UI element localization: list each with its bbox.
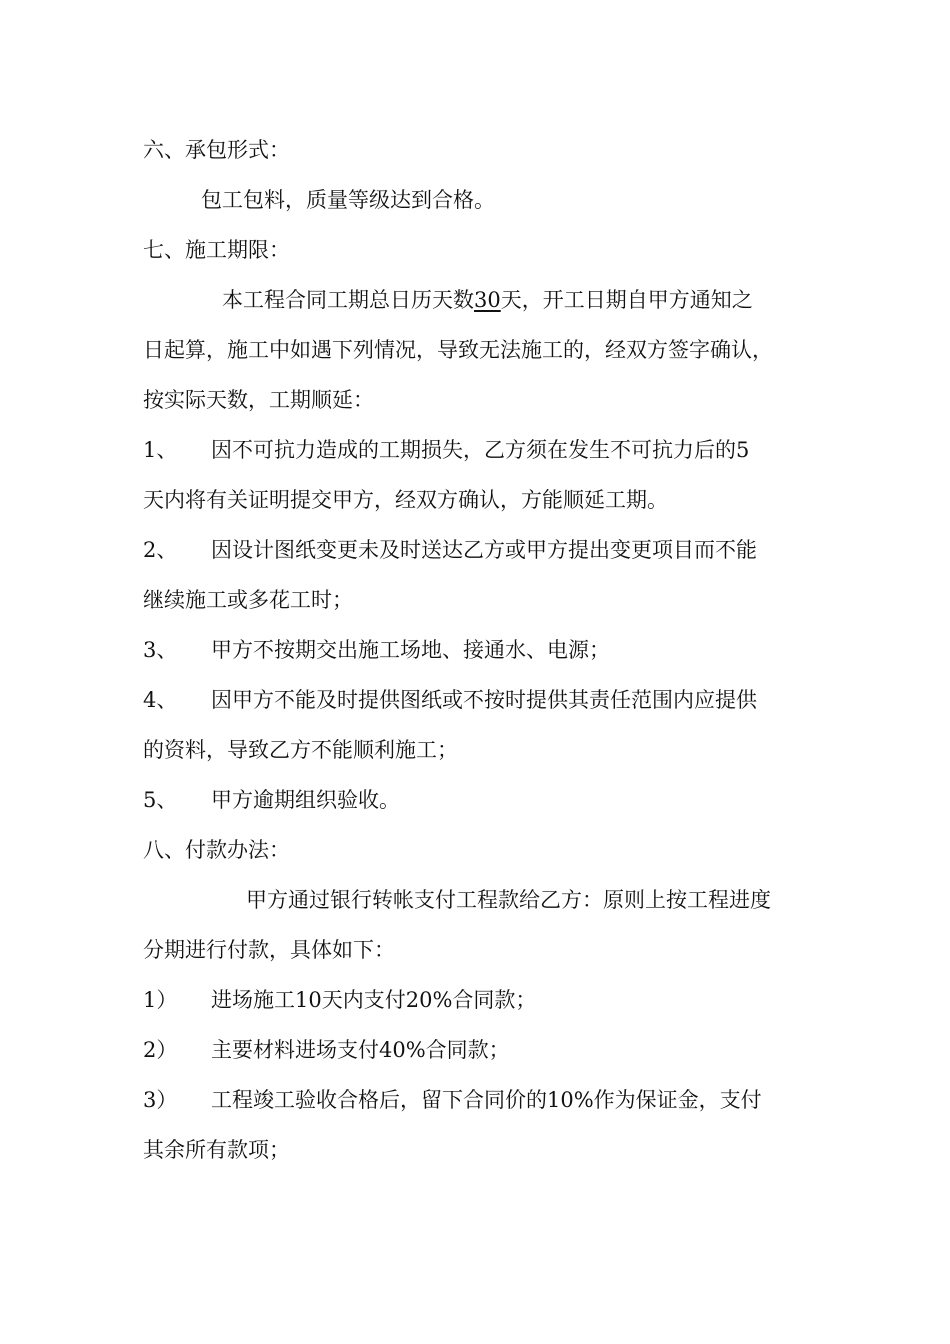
list-item-continuation: 天内将有关证明提交甲方，经双方确认，方能顺延工期。 xyxy=(143,488,668,512)
list-item-text: 因设计图纸变更未及时送达乙方或甲方提出变更项目而不能 xyxy=(211,538,757,562)
section-8-intro-line2: 分期进行付款，具体如下： xyxy=(143,938,395,962)
list-item-text: 因甲方不能及时提供图纸或不按时提供其责任范围内应提供 xyxy=(211,688,757,712)
section-7-heading: 七、施工期限： xyxy=(143,238,290,262)
list-item xyxy=(143,535,843,565)
list-item-number: 2、 xyxy=(143,538,178,562)
list-item xyxy=(143,985,843,1015)
list-item-text: 甲方不按期交出施工场地、接通水、电源； xyxy=(211,638,610,662)
list-item xyxy=(143,1035,843,1065)
section-7-intro-line1 xyxy=(222,285,753,315)
intro-text-before: 本工程合同工期总日历天数 xyxy=(222,288,474,312)
list-item-number: 1） xyxy=(143,988,178,1012)
section-6-body: 包工包料，质量等级达到合格。 xyxy=(201,188,495,212)
list-item-text: 甲方逾期组织验收。 xyxy=(211,788,400,812)
list-item-text: 进场施工10天内支付20%合同款； xyxy=(211,988,537,1012)
list-item xyxy=(143,1085,843,1115)
list-item-continuation: 的资料，导致乙方不能顺利施工； xyxy=(143,738,458,762)
section-7-intro-line2: 日起算，施工中如遇下列情况，导致无法施工的，经双方签字确认， xyxy=(143,338,773,362)
contract-days-value: 30 xyxy=(474,288,501,312)
list-item-number: 3） xyxy=(143,1088,178,1112)
list-item xyxy=(143,635,843,665)
section-6-heading: 六、承包形式： xyxy=(143,138,290,162)
list-item-number: 1、 xyxy=(143,438,178,462)
list-item-text: 工程竣工验收合格后，留下合同价的10%作为保证金，支付 xyxy=(211,1088,762,1112)
list-item-number: 3、 xyxy=(143,638,178,662)
list-item-number: 2） xyxy=(143,1038,178,1062)
section-8-intro-line1: 甲方通过银行转帐支付工程款给乙方：原则上按工程进度 xyxy=(246,888,771,912)
intro-text-after: 天，开工日期自甲方通知之 xyxy=(500,288,753,312)
section-8-heading: 八、付款办法： xyxy=(143,838,290,862)
list-item-text: 主要材料进场支付40%合同款； xyxy=(211,1038,510,1062)
list-item xyxy=(143,435,843,465)
list-item-number: 5、 xyxy=(143,788,178,812)
section-7-intro-line3: 按实际天数，工期顺延： xyxy=(143,388,374,412)
list-item xyxy=(143,785,843,815)
list-item-continuation: 继续施工或多花工时； xyxy=(143,588,353,612)
list-item xyxy=(143,685,843,715)
list-item-number: 4、 xyxy=(143,688,178,712)
list-item-continuation: 其余所有款项； xyxy=(143,1138,290,1162)
list-item-text: 因不可抗力造成的工期损失，乙方须在发生不可抗力后的5 xyxy=(211,438,750,462)
